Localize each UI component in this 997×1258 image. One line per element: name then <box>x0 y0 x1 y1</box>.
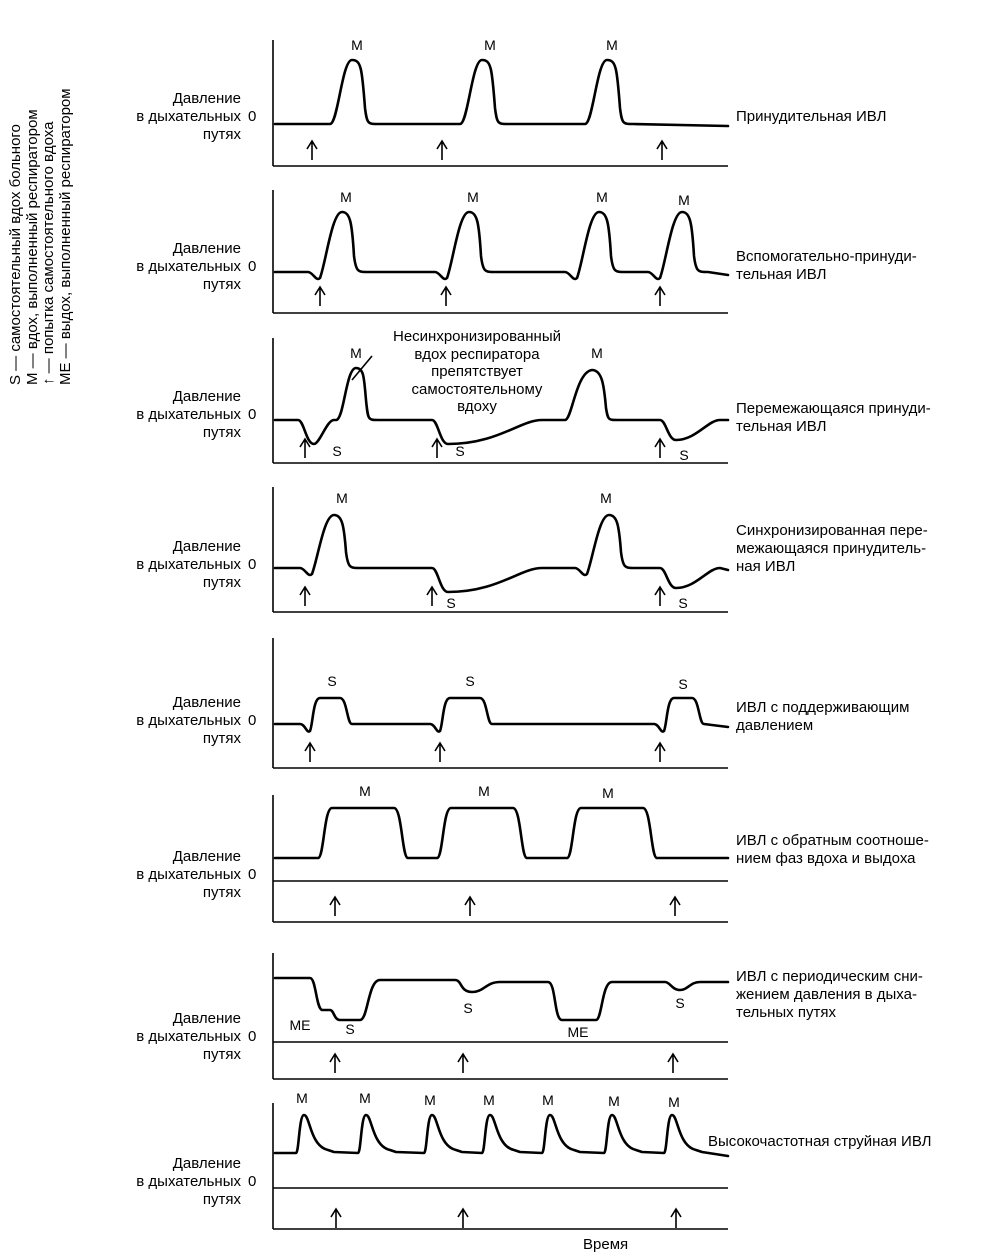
effort-arrow <box>655 439 665 458</box>
waveform-annotation: ME <box>567 1024 589 1040</box>
pressure-waveform <box>275 212 728 279</box>
zero-pressure-label: 0 <box>248 258 257 275</box>
ventilation-mode-label: ИВЛ с обратным соотноше- нием фаз вдоха и выдоха <box>736 832 929 867</box>
waveform-annotation: M <box>467 189 479 205</box>
zero-pressure-label: 0 <box>248 712 257 729</box>
y-axis-label: Давление в дыхательных путях <box>136 848 241 901</box>
legend-line-arrow: ↑ — попытка самостоятельного вдоха <box>40 121 57 385</box>
effort-arrow <box>465 897 475 916</box>
effort-arrow <box>300 587 310 606</box>
pressure-waveform <box>275 1115 728 1156</box>
waveform-annotation: S <box>675 995 685 1011</box>
zero-pressure-label: 0 <box>248 866 257 883</box>
waveform-annotation: S <box>455 443 465 459</box>
effort-arrow <box>330 1054 340 1073</box>
waveform-annotation: S <box>332 443 342 459</box>
effort-arrow <box>668 1054 678 1073</box>
ventilation-mode-label: ИВЛ с периодическим сни- жением давления в дыха- тельных путях <box>736 968 923 1021</box>
y-axis-label: Давление в дыхательных путях <box>136 694 241 747</box>
waveform-annotation: S <box>327 673 337 689</box>
waveform-annotation: M <box>608 1093 620 1109</box>
waveform-annotation: M <box>596 189 608 205</box>
effort-arrow <box>427 587 437 606</box>
waveform-annotation: M <box>484 37 496 53</box>
effort-arrow <box>315 287 325 306</box>
effort-arrow <box>441 287 451 306</box>
waveform-annotation: S <box>679 447 689 463</box>
waveform-annotation: M <box>351 37 363 53</box>
waveform-annotation: M <box>606 37 618 53</box>
y-axis-label: Давление в дыхательных путях <box>136 240 241 293</box>
zero-pressure-label: 0 <box>248 1028 257 1045</box>
waveform-annotation: M <box>340 189 352 205</box>
zero-pressure-label: 0 <box>248 406 257 423</box>
effort-arrow <box>458 1054 468 1073</box>
effort-arrow <box>435 743 445 762</box>
pressure-waveform <box>275 698 728 732</box>
effort-arrow <box>458 1209 468 1228</box>
ventilation-mode-label: ИВЛ с поддерживающим давлением <box>736 699 910 734</box>
waveform-annotation: M <box>336 490 348 506</box>
legend-line-m: M — вдох, выполненный респиратором <box>23 109 41 385</box>
ventilation-mode-label: Высокочастотная струйная ИВЛ <box>708 1133 932 1150</box>
effort-arrow <box>657 141 667 160</box>
pressure-waveform <box>275 978 728 1020</box>
waveform-annotation: M <box>591 345 603 361</box>
pressure-waveform <box>275 515 728 592</box>
waveform-annotation: S <box>465 673 475 689</box>
legend-line-s: S — самостоятельный вдох больного <box>7 124 24 385</box>
ventilation-mode-label: Синхронизированная пере- межающаяся принудитель- ная ИВЛ <box>736 522 928 575</box>
effort-arrow <box>670 897 680 916</box>
pressure-waveform <box>275 808 728 858</box>
effort-arrow <box>655 587 665 606</box>
ventilation-mode-label: Вспомогательно-принуди- тельная ИВЛ <box>736 248 917 283</box>
effort-arrow <box>671 1209 681 1228</box>
effort-arrow <box>655 743 665 762</box>
waveform-annotation: M <box>678 192 690 208</box>
x-axis-label: Время <box>583 1236 629 1253</box>
ventilation-mode-label: Перемежающаяся принуди- тельная ИВЛ <box>736 400 931 435</box>
legend-line-me: ME — выдох, выполненный респиратором <box>56 88 74 385</box>
waveform-annotation: S <box>345 1021 355 1037</box>
y-axis-label: Давление в дыхательных путях <box>136 1010 241 1063</box>
effort-arrow <box>305 743 315 762</box>
waveform-annotation: S <box>678 595 688 611</box>
pressure-waveform <box>275 60 728 126</box>
effort-arrow <box>331 1209 341 1228</box>
waveform-annotation: M <box>359 783 371 799</box>
effort-arrow <box>307 141 317 160</box>
waveform-annotation: M <box>359 1090 371 1106</box>
effort-arrow <box>330 897 340 916</box>
zero-pressure-label: 0 <box>248 1173 257 1190</box>
waveform-annotation: M <box>668 1094 680 1110</box>
y-axis-label: Давление в дыхательных путях <box>136 388 241 441</box>
zero-pressure-label: 0 <box>248 556 257 573</box>
waveform-annotation: M <box>483 1092 495 1108</box>
waveform-annotation: S <box>463 1000 473 1016</box>
waveform-annotation: M <box>350 345 362 361</box>
effort-arrow <box>437 141 447 160</box>
waveform-annotation: M <box>602 785 614 801</box>
y-axis-label: Давление в дыхательных путях <box>136 1155 241 1208</box>
waveform-annotation: M <box>600 490 612 506</box>
ventilation-mode-label: Принудительная ИВЛ <box>736 108 887 125</box>
waveform-annotation: S <box>446 595 456 611</box>
waveform-annotation: S <box>678 676 688 692</box>
waveform-annotation: M <box>542 1092 554 1108</box>
waveform-annotation: ME <box>289 1017 311 1033</box>
waveform-annotation: M <box>296 1090 308 1106</box>
callout-text: Несинхронизированный вдох респиратора препятствует самостоятельному вдоху <box>393 328 561 415</box>
y-axis-label: Давление в дыхательных путях <box>136 538 241 591</box>
effort-arrow <box>655 287 665 306</box>
waveform-annotation: M <box>424 1092 436 1108</box>
y-axis-label: Давление в дыхательных путях <box>136 90 241 143</box>
effort-arrow <box>432 439 442 458</box>
zero-pressure-label: 0 <box>248 108 257 125</box>
waveform-annotation: M <box>478 783 490 799</box>
